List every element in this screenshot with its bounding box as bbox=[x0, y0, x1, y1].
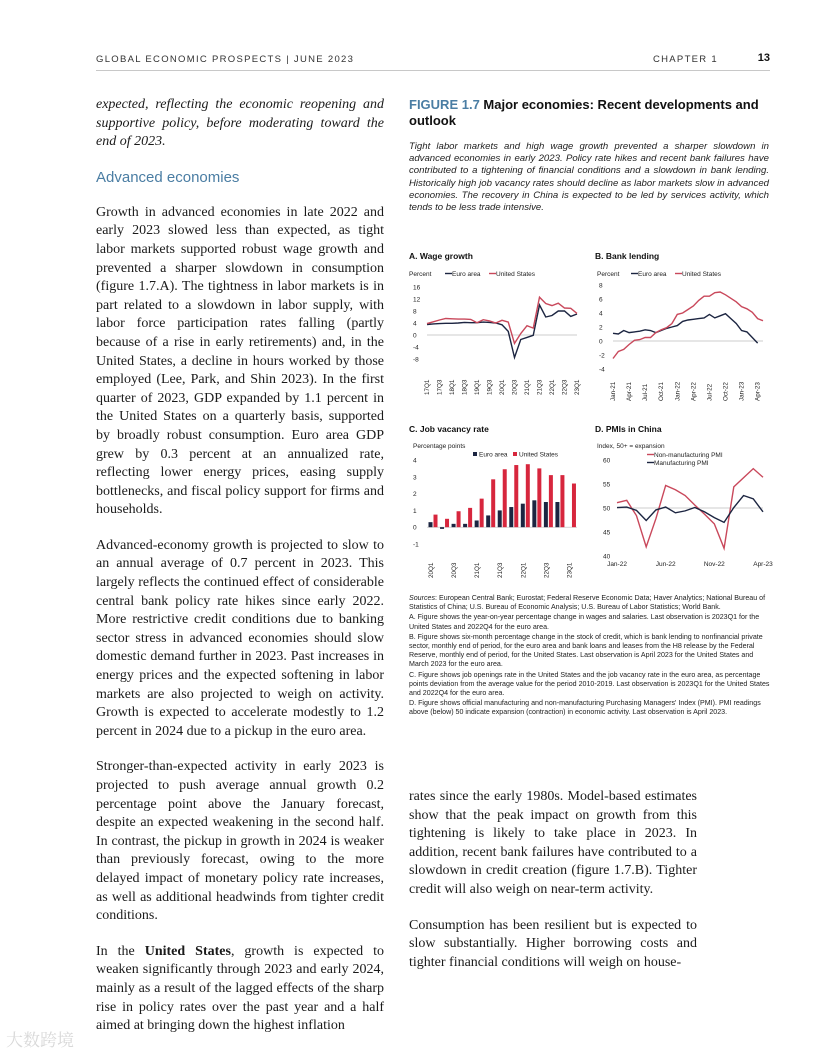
svg-text:3: 3 bbox=[413, 474, 417, 482]
svg-text:23Q1: 23Q1 bbox=[574, 379, 581, 395]
note-b: B. Figure shows six-month percentage change in the stock of credit, which is bank lending to nonfinancial private sector, monthly end of period, for the euro area and bank loans and leases from the H8 release by the Federal Reserve, monthly end of period, for the United States. Last observation is April 2023 for the United States and March 2023 for the euro area. bbox=[409, 632, 763, 669]
svg-text:22Q1: 22Q1 bbox=[549, 379, 556, 395]
svg-text:Nov-22: Nov-22 bbox=[703, 561, 725, 568]
svg-text:Jan-23: Jan-23 bbox=[738, 381, 746, 401]
svg-text:Jan-22: Jan-22 bbox=[674, 381, 682, 401]
wage-growth-chart bbox=[409, 265, 589, 415]
svg-text:16: 16 bbox=[413, 284, 421, 292]
svg-text:Non-manufacturing PMI: Non-manufacturing PMI bbox=[654, 452, 723, 459]
panel-d-pmis-china bbox=[595, 424, 775, 584]
sources-note: Sources: European Central Bank; Eurostat; Federal Reserve Economic Data; Haver Analytics; National Bureau of Statistics of China; U.S. Bureau of Economic Analysis; U.S. Bureau of Labor Statistics; World Bank. bbox=[409, 594, 766, 612]
svg-text:45: 45 bbox=[603, 529, 611, 537]
panel-b-bank-lending bbox=[595, 251, 775, 411]
svg-text:Manufacturing PMI: Manufacturing PMI bbox=[654, 460, 709, 467]
svg-text:22Q3: 22Q3 bbox=[561, 379, 569, 395]
running-header bbox=[96, 52, 770, 70]
svg-text:21Q1: 21Q1 bbox=[474, 562, 482, 578]
svg-text:Apr-22: Apr-22 bbox=[690, 382, 698, 401]
svg-text:55: 55 bbox=[603, 481, 611, 489]
svg-text:Apr-23: Apr-23 bbox=[753, 561, 773, 568]
paragraph-consumption: Consumption has been resilient but is expected to slow substantially. Higher borrowing costs and tighter financial conditions will weigh on house- bbox=[409, 917, 697, 970]
svg-text:20Q1: 20Q1 bbox=[499, 379, 506, 395]
svg-text:18Q1: 18Q1 bbox=[449, 379, 456, 395]
svg-text:Jul-22: Jul-22 bbox=[706, 383, 714, 401]
svg-text:United States: United States bbox=[682, 271, 722, 278]
svg-text:60: 60 bbox=[603, 457, 611, 465]
svg-text:4: 4 bbox=[413, 320, 417, 328]
svg-text:8: 8 bbox=[599, 282, 603, 290]
pmi-china-chart bbox=[595, 438, 775, 588]
svg-text:Percent: Percent bbox=[597, 271, 620, 278]
paragraph-growth-projection: Advanced-economy growth is projected to slow to an annual average of 0.7 percent in 2023. This largely reflects the continued effect of considerable central bank policy rate hikes since early 2022. More restrictive credit conditions due to banking sector stress in advanced economies should slow domestic demand further in 2023. Past increases in energy prices and the expected softening in labor markets are also projected to weigh on activity. Growth is expected to accelerate modestly to 1.2 percent in 2024 due to a pickup in the euro area. bbox=[96, 537, 384, 739]
svg-text:Jul-21: Jul-21 bbox=[642, 383, 650, 401]
svg-text:19Q3: 19Q3 bbox=[486, 379, 494, 395]
svg-text:4: 4 bbox=[413, 457, 417, 465]
svg-text:Jan-21: Jan-21 bbox=[610, 381, 617, 401]
svg-text:0: 0 bbox=[599, 338, 603, 346]
svg-text:6: 6 bbox=[599, 296, 603, 304]
panel-title: B. Bank lending bbox=[595, 251, 660, 261]
svg-text:Apr-23: Apr-23 bbox=[754, 382, 762, 401]
svg-text:Euro area: Euro area bbox=[638, 271, 667, 278]
svg-text:Jan-22: Jan-22 bbox=[607, 561, 627, 568]
svg-text:8: 8 bbox=[413, 308, 417, 316]
chapter-label: CHAPTER 1 bbox=[652, 54, 718, 65]
svg-text:-4: -4 bbox=[413, 344, 419, 352]
svg-text:2: 2 bbox=[413, 491, 417, 499]
figure-title: FIGURE 1.7 Major economies: Recent developments and outlook bbox=[409, 97, 759, 128]
svg-text:17Q3: 17Q3 bbox=[436, 379, 444, 395]
svg-text:United States: United States bbox=[519, 451, 559, 459]
svg-text:21Q1: 21Q1 bbox=[524, 379, 531, 395]
figure-1-7 bbox=[409, 97, 769, 214]
svg-text:40: 40 bbox=[603, 553, 611, 561]
panel-c-job-vacancy bbox=[409, 424, 589, 584]
svg-text:-2: -2 bbox=[599, 352, 605, 360]
svg-text:21Q3: 21Q3 bbox=[536, 379, 544, 395]
svg-text:18Q3: 18Q3 bbox=[461, 379, 469, 395]
svg-text:Percentage points: Percentage points bbox=[413, 443, 466, 450]
svg-text:United States: United States bbox=[496, 271, 536, 278]
intro-italic-text: expected, reflecting the economic reopening and supportive policy, before moderating toward the end of 2023. bbox=[96, 97, 384, 150]
panel-title: C. Job vacancy rate bbox=[409, 424, 489, 434]
svg-text:50: 50 bbox=[603, 505, 611, 513]
paragraph-forecast-revision: Stronger-than-expected activity in early 2023 is projected to push average annual growth 0.2 percentage point above the January forecast, despite an expected weakening in the second half. In contrast, the pickup in growth in 2024 is weaker than previously forecast, owing to the more delayed impact of monetary policy rate increases, as well as additional headwinds from tighter credit conditions. bbox=[96, 759, 384, 924]
svg-text:-1: -1 bbox=[413, 541, 419, 549]
svg-text:4: 4 bbox=[599, 310, 603, 318]
svg-text:Euro area: Euro area bbox=[452, 271, 481, 278]
note-a: A. Figure shows the year-on-year percentage change in wages and salaries. Last observation is 2023Q1 for the United States and 2022Q4 for the euro area. bbox=[409, 613, 760, 631]
panel-title: A. Wage growth bbox=[409, 251, 473, 261]
svg-text:22Q3: 22Q3 bbox=[543, 562, 551, 578]
svg-text:Oct-22: Oct-22 bbox=[722, 382, 730, 401]
svg-text:Oct-21: Oct-21 bbox=[658, 382, 666, 401]
job-vacancy-chart bbox=[409, 438, 589, 588]
svg-text:Percent: Percent bbox=[409, 271, 432, 278]
svg-text:Index, 50+ = expansion: Index, 50+ = expansion bbox=[597, 443, 665, 450]
note-c: C. Figure shows job openings rate in the United States and the job vacancy rate in the euro area, as percentage points deviation from the average value for the period 2010-2019. Last observation is 2023Q1 for the United States and 2022Q4 for the euro area. bbox=[409, 670, 770, 698]
note-d: D. Figure shows official manufacturing and non-manufacturing Purchasing Managers' Index (PMI). PMI readings above (below) 50 indicate expansion (contraction) in economic activity. Last observation is April 2023. bbox=[409, 699, 761, 717]
svg-text:22Q1: 22Q1 bbox=[520, 562, 528, 578]
svg-text:0: 0 bbox=[413, 524, 417, 532]
bank-lending-chart bbox=[595, 265, 775, 415]
panel-title: D. PMIs in China bbox=[595, 424, 662, 434]
svg-text:Euro area: Euro area bbox=[479, 451, 508, 459]
watermark-logo: 大数跨境 bbox=[6, 1031, 74, 1051]
section-heading: Advanced economies bbox=[96, 168, 240, 186]
svg-text:1: 1 bbox=[413, 507, 417, 515]
svg-text:21Q3: 21Q3 bbox=[497, 562, 505, 578]
svg-text:0: 0 bbox=[413, 332, 417, 340]
page-number: 13 bbox=[757, 52, 770, 64]
panel-a-wage-growth bbox=[409, 251, 589, 411]
svg-text:-4: -4 bbox=[599, 366, 605, 374]
paragraph-united-states: In the United States, growth is expected to weaken significantly through 2023 and early 2024, mainly as a result of the lagged effects of the sharp rise in policy rates over the past year and a half aimed at bringing down the highest inflation bbox=[96, 943, 384, 1034]
svg-text:Jun-22: Jun-22 bbox=[655, 561, 676, 568]
paragraph-rates: rates since the early 1980s. Model-based estimates show that the peak impact on growth from this tightening is likely to take place in 2023. In addition, recent bank failures have contributed to a slowdown in credit creation (figure 1.7.B). Tighter credit will also weigh on near-term activity. bbox=[409, 789, 697, 897]
united-states-bold: United States bbox=[144, 943, 231, 959]
paragraph-labor-markets: Growth in advanced economies in late 2022 and early 2023 slowed less than expected, as tight labor markets supported robust wage growth and prevented a sharper slowdown in consumption (figure 1.7.A). The tightness in labor markets is in part related to a slowdown in labor supply, with labor force participation rates falling (partly because of a rise in early retirements) and, in the United States, a decline in hours worked by those employed (Lee, Park, and Shin 2023). In the first quarter of 2023, GDP expanded by 1.1 percent in the United States on a quarterly basis, supported by broadly robust consumption. Euro area GDP grew by 0.3 percent at an annualized rate, reflecting lower energy prices, easing supply bottlenecks, and fiscal policy support for firms and households. bbox=[96, 204, 384, 518]
svg-text:-8: -8 bbox=[413, 356, 419, 364]
figure-number: FIGURE 1.7 bbox=[409, 97, 480, 112]
svg-text:20Q3: 20Q3 bbox=[451, 562, 459, 578]
svg-text:Apr-21: Apr-21 bbox=[626, 382, 634, 401]
svg-text:2: 2 bbox=[599, 324, 603, 332]
svg-text:23Q1: 23Q1 bbox=[566, 562, 574, 578]
svg-text:20Q3: 20Q3 bbox=[511, 379, 519, 395]
figure-notes bbox=[409, 594, 771, 719]
publication-title: GLOBAL ECONOMIC PROSPECTS | JUNE 2023 bbox=[96, 54, 355, 65]
header-rule bbox=[96, 70, 770, 71]
svg-text:19Q1: 19Q1 bbox=[474, 379, 481, 395]
left-column bbox=[96, 96, 384, 1053]
right-column bbox=[409, 788, 697, 989]
figure-subtitle: Tight labor markets and high wage growth prevented a sharper slowdown in advanced economies in early 2023. Policy rate hikes and recent bank failures have contributed to a tightening of financial conditions and a slowdown in bank lending. Historically high job vacancy rates should decline as labor markets slow in advanced economies. The recovery in China is expected to be led by services activity, which tends to be less trade intensive. bbox=[409, 141, 769, 214]
svg-text:12: 12 bbox=[413, 296, 421, 304]
svg-text:20Q1: 20Q1 bbox=[428, 562, 435, 578]
svg-text:17Q1: 17Q1 bbox=[424, 379, 431, 395]
